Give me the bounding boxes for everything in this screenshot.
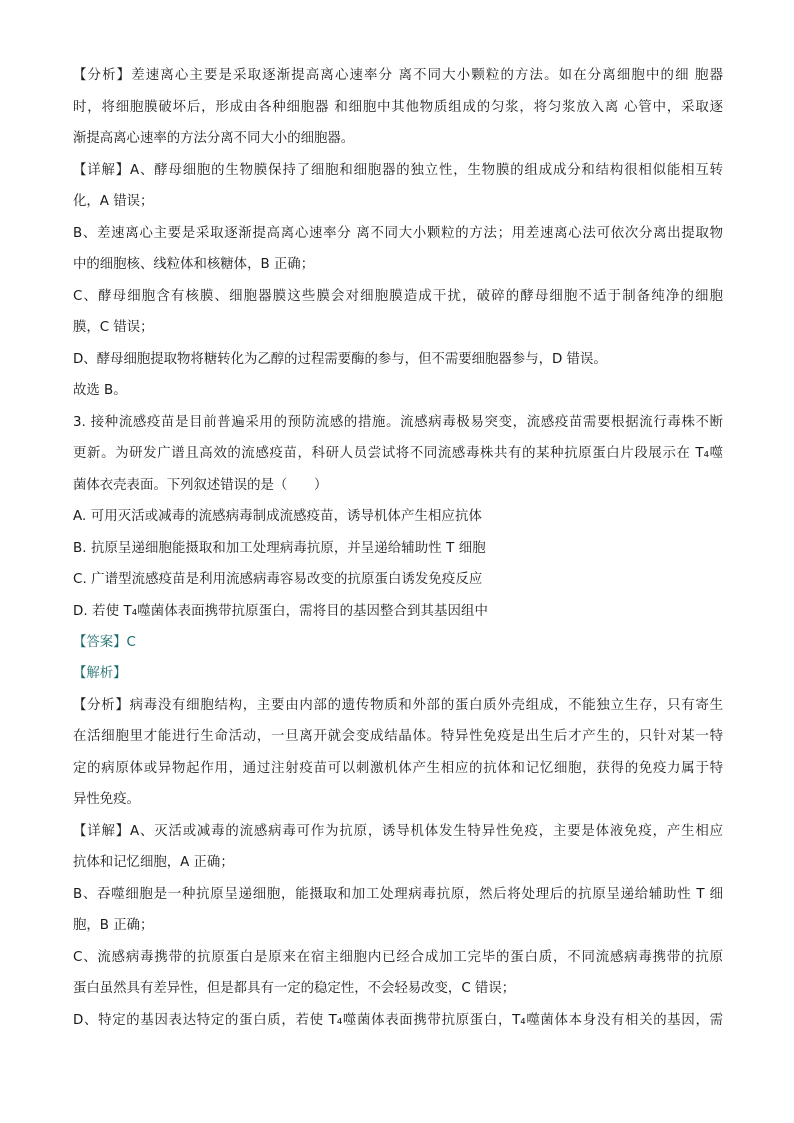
text-line: 中的细胞核、线粒体和核糖体，B 正确； (73, 257, 315, 272)
text-line: 【详解】A、灭活或减毒的流感病毒可作为抗原，诱导机体发生特异性免疫，主要是体液免疫，产生相应 (73, 824, 723, 839)
text-line: 定的病原体或异物起作用，通过注射疫苗可以刺激机体产生相应的抗体和记忆细胞，获得的免疫力属于特 (73, 761, 723, 776)
text-line: C、酵母细胞含有核膜、细胞器膜这些膜会对细胞膜造成干扰，破碎的酵母细胞不适于制备纯净的细胞 (73, 289, 723, 304)
text-line: D、特定的基因表达特定的蛋白质，若使 T₄噬菌体表面携带抗原蛋白，T₄噬菌体本身没有相关的基因，需 (73, 1013, 723, 1028)
text-line: 在活细胞里才能进行生命活动，一旦离开就会变成结晶体。特异性免疫是出生后才产生的，只针对某一特 (73, 729, 723, 744)
text-line: 抗体和记忆细胞，A 正确； (73, 855, 234, 870)
text-line: D、酵母细胞提取物将糖转化为乙醇的过程需要酶的参与，但不需要细胞器参与，D 错误。 (73, 352, 607, 367)
question-stem-line: 3. 接种流感疫苗是目前普遍采用的预防流感的措施。流感病毒极易突变，流感疫苗需要根据流行毒株不断 (73, 415, 723, 430)
text-line: 化，A 错误； (73, 194, 154, 209)
text-line: 蛋白虽然具有差异性，但是都具有一定的稳定性，不会轻易改变，C 错误； (73, 981, 516, 996)
text-line: 【分析】差速离心主要是采取逐渐提高离心速率分 离不同大小颗粒的方法。如在分离细胞中的细 胞器 (73, 68, 723, 83)
text-line: 【分析】病毒没有细胞结构，主要由内部的遗传物质和外部的蛋白质外壳组成，不能独立生存，只有寄生 (73, 698, 723, 713)
option-a: A. 可用灭活或减毒的流感病毒制成流感疫苗，诱导机体产生相应抗体 (73, 509, 482, 524)
question-stem-line: 更新。为研发广谱且高效的流感疫苗，科研人员尝试将不同流感毒株共有的某种抗原蛋白片段展示在 T₄噬 (73, 446, 723, 461)
option-d: D. 若使 T₄噬菌体表面携带抗原蛋白，需将目的基因整合到其基因组中 (73, 604, 488, 619)
text-line: 膜，C 错误； (73, 320, 154, 335)
text-line: C、流感病毒携带的抗原蛋白是原来在宿主细胞内已经合成加工完毕的蛋白质，不同流感病毒携带的抗原 (73, 950, 723, 965)
analysis-label: 【解析】 (73, 666, 127, 681)
text-line: B、差速离心主要是采取逐渐提高离心速率分 离不同大小颗粒的方法；用差速离心法可依次分离出提取物 (73, 226, 723, 241)
text-line: 故选 B。 (73, 383, 127, 398)
text-line: 【详解】A、酵母细胞的生物膜保持了细胞和细胞器的独立性，生物膜的组成成分和结构很相似能相互转 (73, 163, 723, 178)
text-line: 渐提高离心速率的方法分离不同大小的细胞器。 (73, 131, 355, 146)
option-b: B. 抗原呈递细胞能摄取和加工处理病毒抗原，并呈递给辅助性 T 细胞 (73, 541, 486, 556)
text-line: 时，将细胞膜破坏后，形成由各种细胞器 和细胞中其他物质组成的匀浆，将匀浆放入离 心管中，采取逐 (73, 100, 723, 115)
text-line: B、吞噬细胞是一种抗原呈递细胞，能摄取和加工处理病毒抗原，然后将处理后的抗原呈递给辅助性 T 细 (73, 887, 723, 902)
text-line: 异性免疫。 (73, 792, 140, 807)
text-line: 胞，B 正确； (73, 918, 154, 933)
option-c: C. 广谱型流感疫苗是利用流感病毒容易改变的抗原蛋白诱发免疫反应 (73, 572, 483, 587)
question-stem-line: 菌体衣壳表面。下列叙述错误的是（ ） (73, 478, 328, 493)
answer-label: 【答案】C (73, 635, 136, 650)
